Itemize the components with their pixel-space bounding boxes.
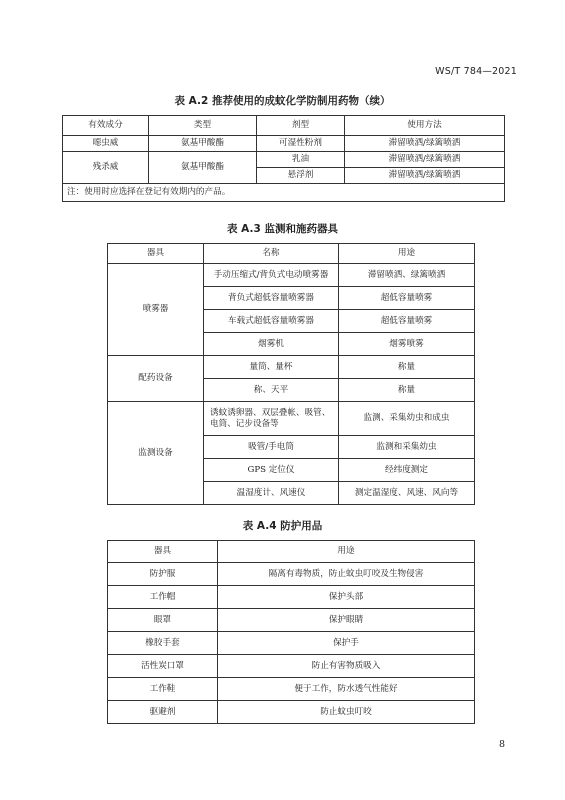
type-cell: 氨基甲酸酯: [149, 136, 257, 152]
use-cell: 隔离有毒物质，防止蚊虫叮咬及生物侵害: [218, 563, 475, 586]
use-cell: 保护手: [218, 632, 475, 655]
name-cell: 车载式超低容量喷雾器: [204, 310, 339, 333]
type-cell: 氨基甲酸酯: [149, 152, 257, 184]
category-cell: 监测设备: [108, 402, 204, 505]
method-cell: 滞留喷洒/绿篱喷洒: [345, 168, 505, 184]
name-cell: 量筒、量杯: [204, 356, 339, 379]
use-cell: 称量: [339, 356, 475, 379]
use-cell: 超低容量喷雾: [339, 287, 475, 310]
category-cell: 喷雾器: [108, 264, 204, 356]
column-header: 使用方法: [345, 116, 505, 136]
table-row: [63, 136, 505, 152]
form-cell: 悬浮剂: [257, 168, 345, 184]
form-cell: 可湿性粉剂: [257, 136, 345, 152]
table-row: [108, 609, 475, 632]
column-header: 有效成分: [63, 116, 149, 136]
use-cell: 测定温湿度、风速、风向等: [339, 482, 475, 505]
column-header: 名称: [204, 244, 339, 264]
use-cell: 便于工作，防水透气性能好: [218, 678, 475, 701]
column-header: 剂型: [257, 116, 345, 136]
method-cell: 滞留喷洒/绿篱喷洒: [345, 152, 505, 168]
name-cell: 吸管/手电筒: [204, 436, 339, 459]
use-cell: 经纬度测定: [339, 459, 475, 482]
table-a2: [62, 115, 505, 202]
table-header-row: [63, 116, 505, 136]
use-cell: 保护头部: [218, 586, 475, 609]
table-row: [108, 655, 475, 678]
table-a3-caption: 表 A.3 监测和施药器具: [227, 223, 338, 235]
method-cell: 滞留喷洒/绿篱喷洒: [345, 136, 505, 152]
use-cell: 防止有害物质吸入: [218, 655, 475, 678]
item-cell: 工作帽: [108, 586, 218, 609]
item-cell: 工作鞋: [108, 678, 218, 701]
use-cell: 监测和采集幼虫: [339, 436, 475, 459]
use-cell: 超低容量喷雾: [339, 310, 475, 333]
column-header: 类型: [149, 116, 257, 136]
table-row: [108, 356, 475, 379]
form-cell: 乳油: [257, 152, 345, 168]
table-a4: [107, 540, 475, 724]
name-cell: 温湿度计、风速仪: [204, 482, 339, 505]
use-cell: 保护眼睛: [218, 609, 475, 632]
name-cell: 称、天平: [204, 379, 339, 402]
use-cell: 滞留喷洒、绿篱喷洒: [339, 264, 475, 287]
item-cell: 眼罩: [108, 609, 218, 632]
category-cell: 配药设备: [108, 356, 204, 402]
table-a4-caption: 表 A.4 防护用品: [242, 520, 323, 532]
item-cell: 防护服: [108, 563, 218, 586]
use-cell: 称量: [339, 379, 475, 402]
page-number: 8: [498, 739, 505, 750]
table-a2-caption: 表 A.2 推荐使用的成蚊化学防制用药物（续）: [174, 95, 391, 107]
name-cell: 背负式超低容量喷雾器: [204, 287, 339, 310]
document-code: WS/T 784—2021: [435, 66, 517, 77]
item-cell: 橡胶手套: [108, 632, 218, 655]
name-cell: 烟雾机: [204, 333, 339, 356]
name-cell: [204, 402, 339, 436]
name-line: 电筒、记步设备等: [210, 418, 279, 429]
table-row: [63, 152, 505, 168]
table-note: 注：使用时应选择在登记有效期内的产品。: [63, 184, 505, 202]
table-row: [108, 701, 475, 724]
column-header: 器具: [108, 244, 204, 264]
table-header-row: [108, 244, 475, 264]
table-row: [108, 563, 475, 586]
item-cell: 驱避剂: [108, 701, 218, 724]
ingredient-cell: 噁虫威: [63, 136, 149, 152]
use-cell: 监测、采集幼虫和成虫: [339, 402, 475, 436]
table-a3: [107, 243, 475, 505]
name-line: 诱蚊诱卵器、双层叠帐、吸管、: [210, 408, 331, 419]
column-header: 用途: [339, 244, 475, 264]
use-cell: 烟雾喷雾: [339, 333, 475, 356]
table-row: [108, 586, 475, 609]
column-header: 用途: [218, 541, 475, 563]
table-note-row: [63, 184, 505, 202]
table-header-row: [108, 541, 475, 563]
table-row: [108, 264, 475, 287]
ingredient-cell: 残杀威: [63, 152, 149, 184]
use-cell: 防止蚊虫叮咬: [218, 701, 475, 724]
table-row: [108, 402, 475, 436]
table-row: [108, 632, 475, 655]
item-cell: 活性炭口罩: [108, 655, 218, 678]
name-cell: 手动压缩式/背负式电动喷雾器: [204, 264, 339, 287]
name-cell: GPS 定位仪: [204, 459, 339, 482]
column-header: 器具: [108, 541, 218, 563]
table-row: [108, 678, 475, 701]
